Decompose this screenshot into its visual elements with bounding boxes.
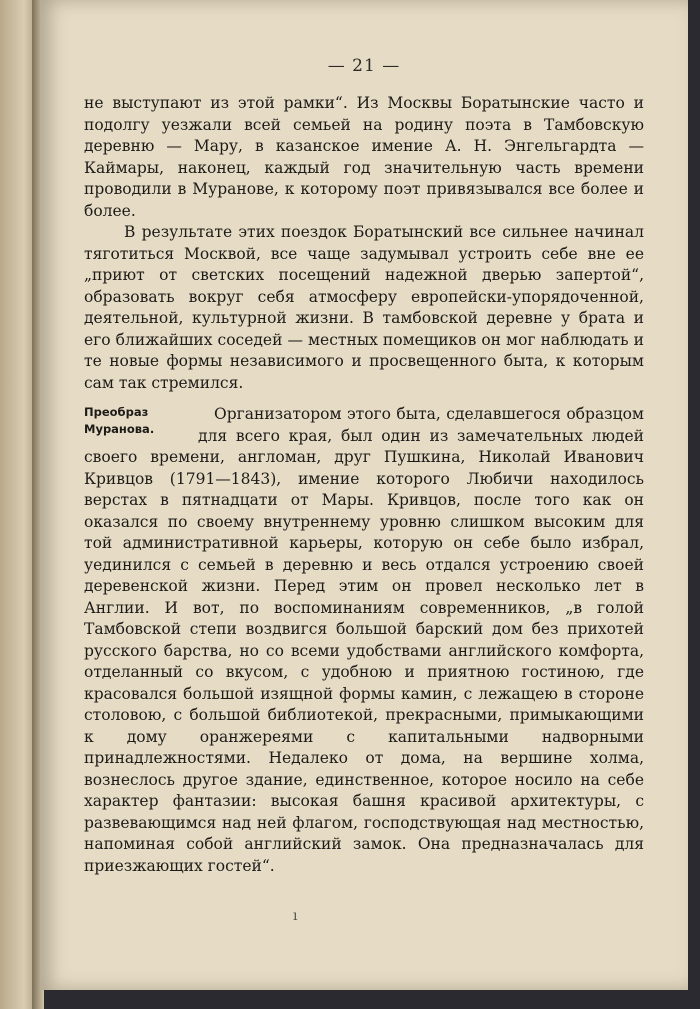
page-body — [84, 93, 644, 877]
paragraph-3: Организатором этого быта, сделавшегося образцом для всего края, был один из замечательных людей своего времени, англоман, друг Пушкина, Николай Иванович Кривцов (1791—1843), имение которого Любичи находилось верстах в пятнадцати от Мары. Кривцов, после того как он оказался по своему внутреннему уровню слишком высоким для той административной карьеры, которую он себе было избрал, уединился с семьей в деревню и весь отдался устроению своей деревенской жизни. Перед этим он провел несколько лет в Англии. И вот, по воспоминаниям современников, „в голой Тамбовской степи воздвигся большой барский дом без прихотей русского барства, но со всеми удобствами английского комфорта, отделанный со вкусом, с удобною и приятною гостиною, где красовался большой изящной формы камин, с лежащею в стороне столовою, с большой библиотекой, прекрасными, примыкающими к дому оранжереями с капитальными надворными принадлежностями. Недалеко от дома, на вершине холма, вознеслось другое здание, единственное, которое носило на себе характер фантазии: высокая башня красивой архитектуры, с развевающимся над ней флагом, господствующая над местностью, напоминая собой английский замок. Она предназначалась для приезжающих гостей“. — [84, 405, 644, 875]
section-preobraz — [84, 404, 644, 877]
book-page — [40, 0, 688, 990]
page-number: — 21 — — [327, 56, 401, 76]
margin-heading: Преобраз Муранова. — [84, 405, 155, 436]
paragraph-1: не выступают из этой рамки“. Из Москвы Боратынские часто и подолгу уезжали всей семьей на родину поэта в Тамбовскую деревню — Мару, в казанское имение А. Н. Энгельгардта — Каймары, наконец, каждый год значительную часть времени проводили в Муранове, к которому поэт привязывался все более и более. — [84, 94, 644, 220]
page-mark: ı — [293, 908, 298, 924]
paragraph-2: В результате этих поездок Боратынский все сильнее начинал тяготиться Москвой, все чаще задумывал устроить себе вне ее „приют от светских посещений надежной дверью запертой“, образовать вокруг себя атмосферу европейски-упорядоченной, деятельной, культурной жизни. В тамбовской деревне у брата и его ближайших соседей — местных помещиков он мог наблюдать и те новые формы независимого и просвещенного быта, к которым сам так стремился. — [84, 223, 644, 392]
